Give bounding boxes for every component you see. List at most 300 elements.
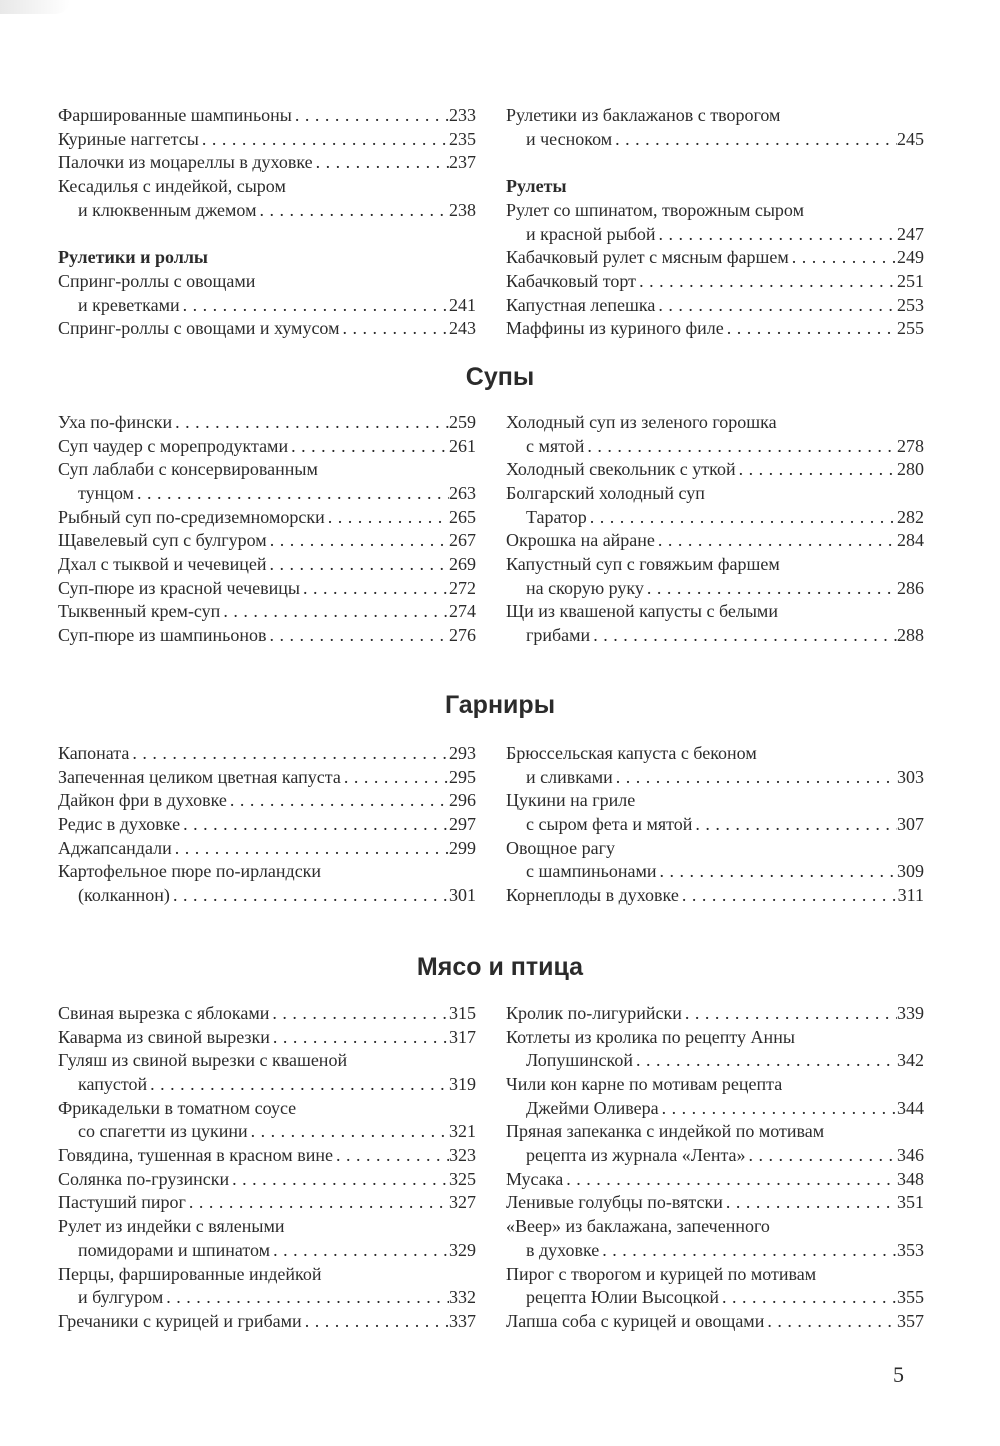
toc-top-right-column: [506, 104, 924, 341]
toc-entry-text: Лопушинской: [526, 1050, 633, 1071]
toc-page-number: 259: [449, 411, 476, 432]
toc-page-number: 237: [449, 152, 476, 173]
toc-entry[interactable]: [58, 1310, 476, 1334]
toc-entry-title: [506, 270, 924, 294]
toc-entry-title: [506, 1002, 924, 1026]
toc-entry[interactable]: [58, 128, 476, 152]
toc-entry-title: [58, 1144, 476, 1168]
toc-entry-text: рецепта Юлии Высоцкой: [526, 1287, 720, 1308]
dot-leader: [180, 294, 449, 318]
toc-entry[interactable]: [506, 458, 924, 482]
dot-leader: [248, 1120, 449, 1144]
toc-entry-text: Запеченная целиком цветная капуста: [58, 766, 341, 787]
toc-entry-title: [58, 789, 476, 813]
toc-entry[interactable]: [58, 1192, 476, 1216]
toc-entry-text: со спагетти из цукини: [78, 1121, 248, 1142]
toc-entry-text: Брюссельская капуста с беконом: [506, 742, 757, 763]
dot-leader: [724, 317, 897, 341]
toc-entry-title: [58, 151, 476, 175]
toc-entry[interactable]: [506, 742, 924, 789]
dot-leader: [180, 813, 449, 837]
toc-entry-title: [58, 837, 476, 861]
toc-entry-text: Таратор: [526, 506, 587, 527]
toc-entry-text: грибами: [526, 625, 591, 646]
toc-entry-text: Холодный суп из зеленого горошка: [506, 411, 777, 432]
dot-leader: [333, 1144, 449, 1168]
toc-page-number: 339: [897, 1002, 924, 1023]
toc-entry[interactable]: [506, 1168, 924, 1192]
toc-page-number: 286: [897, 577, 924, 598]
toc-entry-text: (колканнон): [78, 885, 170, 906]
toc-top-block: [58, 104, 924, 341]
toc-entry-title: [58, 1168, 476, 1192]
toc-entry-title: [58, 318, 476, 342]
toc-entry-text: на скорую руку: [526, 577, 644, 598]
toc-entry-text: Кабачковый рулет с мясным фаршем: [506, 247, 789, 268]
toc-entry[interactable]: [58, 270, 476, 317]
toc-entry-text: Дайкон фри в духовке: [58, 790, 227, 811]
dot-leader: [270, 1026, 449, 1050]
toc-page-number: 299: [449, 837, 476, 858]
toc-entry-title: [58, 458, 476, 482]
toc-section-soups: [58, 411, 924, 648]
toc-entry-text: «Веер» из баклажана, запеченного: [506, 1216, 770, 1237]
toc-entry[interactable]: [58, 411, 476, 435]
dot-leader: [170, 884, 449, 908]
dot-leader: [172, 837, 449, 861]
toc-entry-title: [506, 1120, 924, 1144]
toc-entry-text: и сливками: [526, 766, 613, 787]
toc-entry-title-continuation: [506, 223, 924, 247]
toc-entry-title: [506, 553, 924, 577]
toc-entry-text: Каварма из свиной вырезки: [58, 1026, 270, 1047]
toc-entry[interactable]: [506, 884, 924, 908]
dot-leader: [613, 766, 897, 790]
toc-entry-text: Пирог с творогом и курицей по мотивам: [506, 1263, 817, 1284]
dot-leader: [266, 624, 449, 648]
toc-page-number: 327: [449, 1192, 476, 1213]
toc-entry-title: [506, 411, 924, 435]
toc-entry-title-continuation: [506, 860, 924, 884]
toc-entry-title: [506, 837, 924, 861]
dot-leader: [679, 884, 898, 908]
toc-entry-title: [58, 1026, 476, 1050]
toc-entry-text: Гуляш из свиной вырезки с квашеной: [58, 1050, 348, 1071]
toc-entry[interactable]: [506, 104, 924, 151]
toc-entry-text: Щавелевый суп с булгуром: [58, 530, 267, 551]
dot-leader: [612, 128, 897, 152]
toc-entry[interactable]: [506, 482, 924, 529]
toc-right-column: [506, 411, 924, 648]
dot-leader: [633, 1049, 897, 1073]
toc-entry-title-continuation: [58, 1239, 476, 1263]
toc-entry-text: Гречаники с курицей и грибами: [58, 1310, 302, 1331]
toc-entry-title: [506, 104, 924, 128]
dot-leader: [302, 1310, 449, 1334]
dot-leader: [719, 1286, 897, 1310]
toc-entry-title: [58, 1192, 476, 1216]
dot-leader: [656, 223, 897, 247]
toc-entry[interactable]: [506, 553, 924, 600]
toc-page-number: 253: [897, 294, 924, 315]
toc-left-column: [58, 742, 476, 908]
section-title-meat-poultry: Мясо и птица: [416, 953, 584, 981]
dot-leader: [789, 246, 897, 270]
toc-entry-title: [58, 1002, 476, 1026]
toc-entry-text: Щи из квашеной капусты с белыми: [506, 601, 778, 622]
toc-page-number: 297: [449, 814, 476, 835]
toc-entry[interactable]: [58, 577, 476, 601]
toc-entry[interactable]: [58, 151, 476, 175]
toc-entry[interactable]: [506, 1310, 924, 1334]
dot-leader: [172, 411, 449, 435]
toc-entry-text: помидорами и шпинатом: [78, 1239, 271, 1260]
dot-leader: [655, 529, 897, 553]
dot-leader: [659, 1097, 897, 1121]
toc-entry-title: [58, 104, 476, 128]
toc-entry-title: [58, 411, 476, 435]
toc-page-number: 251: [897, 271, 924, 292]
toc-page-number: 233: [449, 104, 476, 125]
scan-edge-shadow: [0, 0, 70, 14]
dot-leader: [134, 482, 449, 506]
toc-entry-title: [506, 294, 924, 318]
toc-page-number: 282: [897, 506, 924, 527]
toc-entry[interactable]: [506, 837, 924, 884]
toc-entry-text: Спринг-роллы с овощами и хумусом: [58, 318, 340, 339]
toc-entry-text: Кролик по-лигурийски: [506, 1002, 682, 1023]
toc-entry-text: Овощное рагу: [506, 837, 615, 858]
toc-entry[interactable]: [506, 1192, 924, 1216]
dot-leader: [682, 1002, 897, 1026]
toc-entry-text: Джейми Оливера: [526, 1097, 659, 1118]
toc-right-column: [506, 1002, 924, 1334]
toc-entry-text: Рулетики из баклажанов с творогом: [506, 104, 781, 125]
toc-page-number: 321: [449, 1121, 476, 1142]
toc-entry[interactable]: [58, 506, 476, 530]
toc-entry-text: Перцы, фаршированные индейкой: [58, 1263, 322, 1284]
toc-page-number: 355: [897, 1287, 924, 1308]
dot-leader: [325, 506, 449, 530]
dot-leader: [199, 128, 449, 152]
toc-entry[interactable]: [58, 529, 476, 553]
dot-leader: [692, 813, 897, 837]
toc-entry[interactable]: [58, 553, 476, 577]
toc-entry-title: [58, 1310, 476, 1334]
toc-entry-title-continuation: [58, 294, 476, 318]
toc-entry-text: Рулет из индейки с вялеными: [58, 1216, 285, 1237]
toc-entry[interactable]: [58, 624, 476, 648]
toc-entry[interactable]: [58, 1144, 476, 1168]
toc-page-number: 329: [449, 1239, 476, 1260]
section-title-soups: Супы: [465, 363, 535, 391]
dot-leader: [590, 624, 897, 648]
toc-entry-text: с мятой: [526, 435, 585, 456]
toc-entry[interactable]: [506, 1263, 924, 1310]
toc-entry-text: капустой: [78, 1074, 148, 1095]
toc-entry[interactable]: [58, 837, 476, 861]
dot-leader: [267, 529, 449, 553]
toc-entry[interactable]: [506, 1120, 924, 1167]
toc-entry-title: [506, 1073, 924, 1097]
toc-entry-title: [506, 1215, 924, 1239]
toc-entry-text: Палочки из моцареллы в духовке: [58, 152, 313, 173]
toc-page-number: 265: [449, 506, 476, 527]
toc-page-number: 280: [897, 459, 924, 480]
toc-entry-title: [506, 529, 924, 553]
toc-entry-title: [58, 742, 476, 766]
toc-entry-title: [506, 1263, 924, 1287]
toc-entry-text: Тыквенный крем-суп: [58, 601, 221, 622]
toc-entry[interactable]: [506, 318, 924, 342]
toc-entry[interactable]: [506, 1073, 924, 1120]
toc-entry-text: Дхал с тыквой и чечевицей: [58, 554, 267, 575]
toc-entry[interactable]: [58, 1049, 476, 1096]
toc-page-number: 351: [897, 1192, 924, 1213]
dot-leader: [644, 577, 897, 601]
toc-entry-title-continuation: [506, 1286, 924, 1310]
toc-page-number: 293: [449, 742, 476, 763]
toc-entry-title-continuation: [58, 482, 476, 506]
toc-entry-text: тунцом: [78, 483, 134, 504]
toc-entry[interactable]: [506, 1215, 924, 1262]
toc-entry-title: [58, 766, 476, 790]
toc-entry[interactable]: [58, 1002, 476, 1026]
toc-entry-text: Кесадилья с индейкой, сыром: [58, 176, 286, 197]
dot-leader: [636, 270, 897, 294]
toc-entry-text: Пастуший пирог: [58, 1192, 186, 1213]
toc-entry[interactable]: [506, 411, 924, 458]
toc-page-number: 346: [897, 1145, 924, 1166]
dot-leader: [267, 553, 449, 577]
toc-entry-title: [58, 435, 476, 459]
toc-entry[interactable]: [58, 318, 476, 342]
toc-page-number: 296: [449, 790, 476, 811]
toc-entry[interactable]: [58, 766, 476, 790]
toc-entry[interactable]: [506, 1002, 924, 1026]
dot-leader: [220, 600, 449, 624]
toc-entry-title: [58, 624, 476, 648]
toc-page-number: 301: [449, 885, 476, 906]
toc-page-number: 303: [897, 766, 924, 787]
toc-entry-title: [58, 860, 476, 884]
toc-entry-text: и креветками: [78, 294, 180, 315]
toc-entry[interactable]: [506, 1026, 924, 1073]
toc-entry-title: [506, 318, 924, 342]
toc-entry-text: Пряная запеканка с индейкой по мотивам: [506, 1121, 825, 1142]
toc-entry-text: Корнеплоды в духовке: [506, 885, 679, 906]
toc-page-number: 323: [449, 1145, 476, 1166]
toc-entry-title: [506, 601, 924, 625]
toc-entry-text: Маффины из куриного филе: [506, 318, 724, 339]
toc-entry-title-continuation: [58, 1120, 476, 1144]
toc-page-number: 344: [897, 1097, 924, 1118]
toc-entry-title: [58, 128, 476, 152]
toc-entry-title: [58, 553, 476, 577]
toc-entry[interactable]: [58, 601, 476, 625]
dot-leader: [563, 1168, 897, 1192]
toc-page-number: 325: [449, 1168, 476, 1189]
toc-entry[interactable]: [58, 1263, 476, 1310]
toc-entry-text: Ленивые голубцы по-вятски: [506, 1192, 723, 1213]
toc-page-number: 269: [449, 554, 476, 575]
toc-entry-text: Куриные наггетсы: [58, 128, 199, 149]
toc-entry-text: Солянка по-грузински: [58, 1168, 230, 1189]
toc-entry[interactable]: [506, 529, 924, 553]
toc-page-number: 241: [449, 294, 476, 315]
toc-entry[interactable]: [58, 458, 476, 505]
toc-page-number: 342: [897, 1050, 924, 1071]
dot-leader: [746, 1144, 897, 1168]
dot-leader: [229, 1168, 449, 1192]
toc-entry[interactable]: [58, 435, 476, 459]
toc-entry[interactable]: [58, 813, 476, 837]
toc-left-column: [58, 1002, 476, 1334]
toc-entry-text: Суп-пюре из шампиньонов: [58, 625, 267, 646]
toc-entry-title-continuation: [506, 813, 924, 837]
toc-entry-text: Аджапсандали: [58, 837, 172, 858]
toc-entry[interactable]: [58, 1097, 476, 1144]
toc-entry-text: Болгарский холодный суп: [506, 483, 705, 504]
toc-entry-text: Лапша соба с курицей и овощами: [506, 1310, 765, 1331]
dot-leader: [256, 199, 449, 223]
toc-entry[interactable]: [58, 175, 476, 222]
toc-entry-text: с шампиньонами: [526, 861, 657, 882]
toc-entry[interactable]: [506, 199, 924, 246]
toc-entry-title: [58, 813, 476, 837]
toc-entry-text: Суп-пюре из красной чечевицы: [58, 577, 300, 598]
toc-page-number: 272: [449, 577, 476, 598]
toc-entry[interactable]: [58, 1215, 476, 1262]
toc-entry-title: [58, 1097, 476, 1121]
toc-entry[interactable]: [58, 742, 476, 766]
toc-entry-text: с сыром фета и мятой: [526, 814, 693, 835]
toc-entry-text: и клюквенным джемом: [78, 199, 257, 220]
subsection-heading: Рулеты: [506, 176, 567, 197]
toc-entry[interactable]: [58, 1168, 476, 1192]
toc-page-number: 247: [897, 223, 924, 244]
toc-page-number: 315: [449, 1002, 476, 1023]
toc-entry-title: [58, 529, 476, 553]
toc-entry-text: Уха по-фински: [58, 411, 173, 432]
toc-entry-text: Окрошка на айране: [506, 530, 655, 551]
toc-entry-title: [506, 1310, 924, 1334]
dot-leader: [655, 294, 897, 318]
toc-entry[interactable]: [506, 789, 924, 836]
toc-entry-text: рецепта из журнала «Лента»: [526, 1145, 746, 1166]
toc-entry-title: [58, 1215, 476, 1239]
toc-entry[interactable]: [506, 601, 924, 648]
toc-entry[interactable]: [506, 294, 924, 318]
toc-entry-title: [58, 1263, 476, 1287]
toc-top-left-column: [58, 104, 476, 341]
toc-entry[interactable]: [58, 1026, 476, 1050]
toc-entry-title: [58, 270, 476, 294]
toc-entry[interactable]: [58, 789, 476, 813]
dot-leader: [587, 506, 897, 530]
toc-entry-title: [58, 1049, 476, 1073]
toc-entry-text: Редис в духовке: [58, 814, 181, 835]
dot-leader: [656, 860, 897, 884]
section-title-sides: Гарниры: [444, 691, 556, 719]
toc-entry-text: Спринг-роллы с овощами: [58, 271, 256, 292]
toc-entry[interactable]: [58, 860, 476, 907]
toc-entry-title-continuation: [58, 884, 476, 908]
dot-leader: [270, 1239, 449, 1263]
toc-entry[interactable]: [58, 104, 476, 128]
toc-entry-text: Суп лаблаби с консервированным: [58, 459, 318, 480]
toc-page-number: 311: [897, 885, 924, 906]
toc-entry-title: [506, 458, 924, 482]
toc-page-number: 243: [449, 318, 476, 339]
toc-entry-title: [506, 482, 924, 506]
toc-entry-text: и чесноком: [526, 128, 613, 149]
toc-section-meat-poultry: [58, 1002, 924, 1334]
toc-page-number: 235: [449, 128, 476, 149]
toc-entry-title: [506, 246, 924, 270]
toc-entry-title: [58, 601, 476, 625]
toc-entry-title: [506, 1026, 924, 1050]
toc-entry-title-continuation: [506, 506, 924, 530]
toc-entry-title-continuation: [506, 1144, 924, 1168]
toc-entry-text: Котлеты из кролика по рецепту Анны: [506, 1026, 795, 1047]
toc-entry-text: Рыбный суп по-средиземноморски: [58, 506, 325, 527]
toc-entry[interactable]: [506, 246, 924, 270]
toc-entry[interactable]: [506, 270, 924, 294]
toc-entry-title-continuation: [58, 1286, 476, 1310]
dot-leader: [339, 317, 449, 341]
toc-entry-text: и красной рыбой: [526, 223, 656, 244]
dot-leader: [147, 1073, 449, 1097]
toc-entry-text: Картофельное пюре по-ирландски: [58, 861, 322, 882]
toc-page-number: 357: [897, 1310, 924, 1331]
toc-entry-title-continuation: [58, 199, 476, 223]
toc-entry-title: [506, 789, 924, 813]
toc-page-number: 245: [897, 128, 924, 149]
dot-leader: [764, 1310, 897, 1334]
toc-entry-text: Суп чаудер с морепродуктами: [58, 435, 289, 456]
toc-entry-title: [58, 506, 476, 530]
dot-leader: [163, 1286, 449, 1310]
toc-entry-title-continuation: [506, 766, 924, 790]
toc-page-number: 238: [449, 199, 476, 220]
toc-page-number: 353: [897, 1239, 924, 1260]
dot-leader: [269, 1002, 449, 1026]
toc-entry-title: [58, 175, 476, 199]
page-number: 5: [893, 1362, 904, 1387]
dot-leader: [300, 577, 449, 601]
toc-entry-text: Кабачковый торт: [506, 271, 637, 292]
toc-page-number: 332: [449, 1287, 476, 1308]
dot-leader: [736, 458, 897, 482]
toc-entry-text: Рулет со шпинатом, творожным сыром: [506, 200, 804, 221]
toc-entry-title-continuation: [506, 577, 924, 601]
toc-entry-title: [506, 1192, 924, 1216]
dot-leader: [288, 435, 449, 459]
toc-entry-text: в духовке: [526, 1239, 600, 1260]
toc-entry-title: [506, 199, 924, 223]
dot-leader: [292, 104, 449, 128]
toc-entry-text: Фрикадельки в томатном соусе: [58, 1097, 297, 1118]
toc-page-number: 261: [449, 435, 476, 456]
toc-entry-title-continuation: [506, 1097, 924, 1121]
toc-page-number: 337: [449, 1310, 476, 1331]
toc-entry-title-continuation: [506, 435, 924, 459]
dot-leader: [129, 742, 449, 766]
toc-right-column: [506, 742, 924, 908]
toc-entry-title-continuation: [506, 1049, 924, 1073]
toc-page-number: 267: [449, 530, 476, 551]
